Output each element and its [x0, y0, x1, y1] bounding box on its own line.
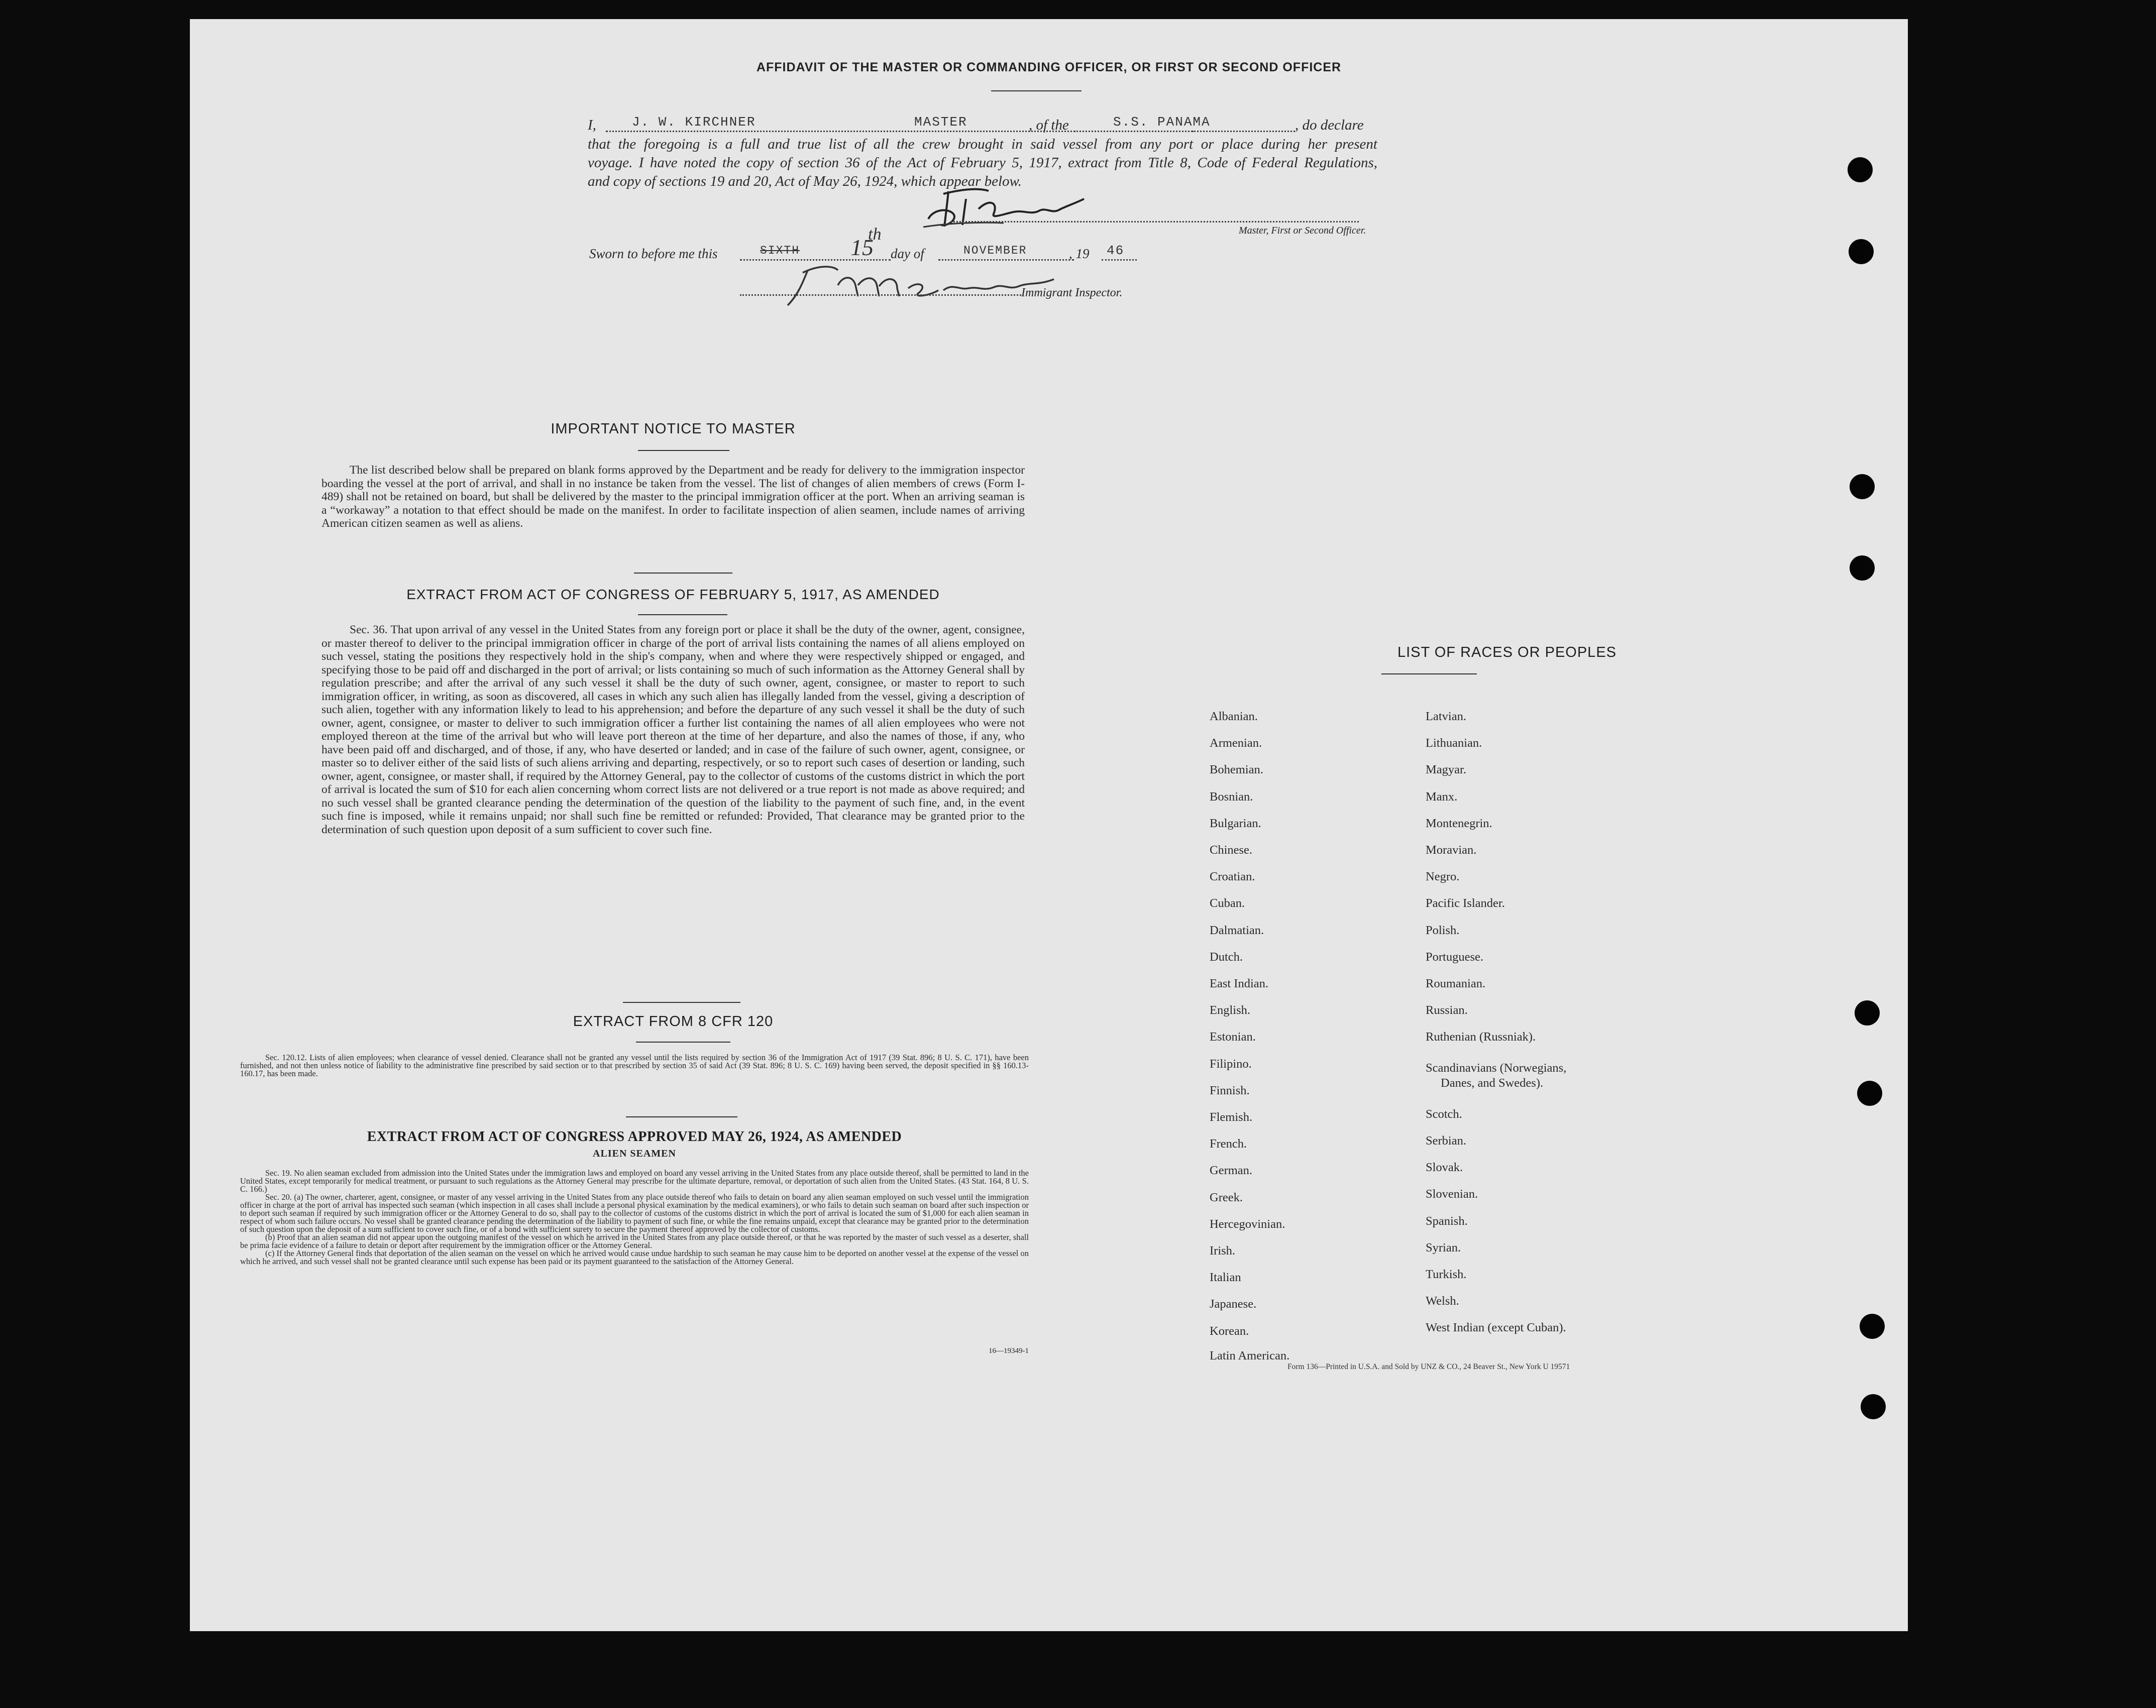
race-item: Scotch. [1426, 1107, 1462, 1121]
race-item: Portuguese. [1426, 950, 1483, 964]
race-item: Bohemian. [1210, 763, 1263, 777]
race-item: Japanese. [1210, 1297, 1257, 1311]
race-item: Korean. [1210, 1324, 1249, 1338]
race-item: Welsh. [1426, 1294, 1459, 1308]
sworn-label: Sworn to before me this [589, 246, 718, 261]
race-item: Montenegrin. [1426, 816, 1492, 830]
month-value: NOVEMBER [963, 244, 1027, 257]
vessel-value: S.S. PANAMA [1113, 115, 1211, 130]
race-item: Dalmatian. [1210, 923, 1264, 937]
sworn-day-struck: SIXTH [760, 244, 800, 257]
race-item: Filipino. [1210, 1057, 1252, 1071]
race-item: Magyar. [1426, 763, 1466, 777]
race-item: Albanian. [1210, 710, 1258, 723]
extract-1917-rule [638, 614, 727, 615]
rank-value: MASTER [914, 115, 967, 130]
notice-title: IMPORTANT NOTICE TO MASTER [551, 421, 796, 437]
race-item: Chinese. [1210, 843, 1253, 857]
extract-1917-end-rule [623, 1002, 740, 1003]
extract-cfr-text: Sec. 120.12. Lists of alien employees; when clearance of vessel denied. Clearance shall not be granted any vessel until the lists required by section 36 of the Immigration Act of 1917 (39 Stat. 896; 8 U. S. C. 171), have been furnished, and not then unless notice of liability to the administrative fine prescribed by said section or to that prescribed by section 35 of said Act (39 Stat. 896; 8 U. S. C. 169) having been served, the deposit specified in §§ 160.13-160.17, has been made. [240, 1053, 1029, 1078]
race-item: English. [1210, 1003, 1250, 1017]
race-item: Flemish. [1210, 1110, 1253, 1124]
race-item: Dutch. [1210, 950, 1243, 964]
races-title: LIST OF RACES OR PEOPLES [1397, 644, 1617, 660]
day-of-label: day of [891, 246, 924, 261]
race-item: Spanish. [1426, 1214, 1468, 1228]
extract-cfr-end-rule [626, 1116, 737, 1117]
extract-1917-title: EXTRACT FROM ACT OF CONGRESS OF FEBRUARY 5, 1917, AS AMENDED [406, 587, 940, 602]
race-item: Greek. [1210, 1190, 1243, 1204]
race-item-continuation: Danes, and Swedes). [1441, 1076, 1544, 1090]
year-prefix: , 19 [1069, 246, 1090, 261]
race-item: Cuban. [1210, 896, 1245, 910]
race-item: Slovenian. [1426, 1187, 1478, 1201]
race-item: German. [1210, 1164, 1253, 1178]
race-item: Lithuanian. [1426, 736, 1482, 750]
declaration-line-2: that the foregoing is a full and true list of all the crew brought in said vessel from any port or place during her present [588, 136, 1377, 152]
race-item: Polish. [1426, 923, 1460, 937]
inspector-signature [768, 255, 1069, 310]
extract-1924-code: 16—19349-1 [989, 1347, 1029, 1355]
affidavit-title-rule [991, 90, 1082, 91]
binder-hole-8 [1861, 1394, 1886, 1419]
race-item: Estonian. [1210, 1030, 1256, 1044]
extract-cfr-rule [636, 1042, 730, 1043]
master-signature [918, 179, 1089, 234]
extract-1924-subtitle: ALIEN SEAMEN [593, 1148, 676, 1159]
inspector-caption: Immigrant Inspector. [1021, 286, 1123, 299]
race-item: Serbian. [1426, 1134, 1466, 1148]
race-item: Roumanian. [1426, 977, 1486, 990]
race-item: Scandinavians (Norwegians, [1426, 1061, 1567, 1075]
race-item: Manx. [1426, 789, 1458, 804]
of-the-label: , of the [1029, 117, 1069, 133]
binder-hole-2 [1849, 239, 1874, 264]
extract-1917-text: Sec. 36. That upon arrival of any vessel in the United States from any foreign port or place it shall be the duty of the owner, agent, consignee, or master thereof to deliver to the principal immigration officer in charge of the port of arrival lists containing the names of all aliens employed on such vessel, stating the positions they respectively hold in the ship's company, when and where they were respectively shipped or engaged, and specifying those to be paid off and discharged in the port of arrival; or lists containing so much of such information as the Attorney General shall by regulation prescribe; and after the arrival of any such vessel it shall be the duty of such owner, agent, consignee, or master to report to such immigration officer, in writing, as soon as discovered, all cases in which any such alien has illegally landed from the vessel, giving a description of such alien, together with any information likely to lead to his apprehension; and before the departure of any such vessel it shall be the duty of such owner, agent, consignee, or master to deliver to such immigration officer a further list containing the names of all alien employees who were not employed thereon at the time of the arrival but who will leave port thereon at the time of her departure, and also the names of those, if any, who have been paid off and discharged, and of those, if any, who have deserted or landed; and in case of the failure of such owner, agent, consignee, or master so to deliver either of the said lists of such aliens arriving and departing, respectively, or so to report such cases of desertion or landing, such owner, agent, consignee, or master shall, if required by the Attorney General, pay to the collector of customs of the customs district in which the port of arrival is located the sum of $10 for each alien concerning whom correct lists are not delivered or a true report is not made as above required; and no such vessel shall be granted clearance pending the determination of the question of the liability to the payment of such fine, and, in the event such fine is imposed, while it remains unpaid; nor shall such fine be remitted or refunded: Provided, That clearance may be granted prior to the determination of such question upon deposit of a sum sufficient to cover such fine. [321, 623, 1025, 836]
declaration-line-3: voyage. I have noted the copy of section 36 of the Act of February 5, 1917, extract from Title 8, Code of Federal Regulations, [588, 155, 1377, 171]
notice-end-rule [634, 573, 732, 574]
year-line [1102, 259, 1137, 261]
race-item: Italian [1210, 1271, 1241, 1285]
race-item: Negro. [1426, 870, 1460, 884]
race-item: West Indian (except Cuban). [1426, 1321, 1566, 1335]
binder-hole-1 [1848, 157, 1873, 182]
race-item: Finnish. [1210, 1083, 1250, 1097]
year-value: 46 [1107, 243, 1125, 258]
master-name-value: J. W. KIRCHNER [632, 115, 756, 130]
race-item: Bulgarian. [1210, 816, 1261, 830]
race-item: Pacific Islander. [1426, 896, 1505, 910]
race-item: Russian. [1426, 1003, 1468, 1017]
binder-hole-7 [1860, 1314, 1885, 1339]
notice-text: The list described below shall be prepared on blank forms approved by the Department and be ready for delivery to the immigration inspector boarding the vessel at the port of arrival, and shall in no instance be taken from the vessel. The list of changes of alien members of crews (Form I-489) shall not be retained on board, but shall be delivered by the master to the principal immigration officer at the port. When an arriving seaman is a “workaway” a notation to that effect should be made on the manifest. In order to facilitate inspection of alien seamen, include names of arriving American citizen seamen as well as aliens. [321, 464, 1025, 530]
master-signature-line [951, 221, 1359, 222]
binder-hole-3 [1850, 474, 1875, 499]
binder-hole-5 [1855, 1000, 1880, 1026]
race-item: Bosnian. [1210, 789, 1253, 804]
manifest-back-page [190, 19, 1908, 1631]
race-item: Croatian. [1210, 870, 1255, 884]
race-item: Armenian. [1210, 736, 1262, 750]
inspector-signature-line [740, 294, 1021, 296]
race-item: Irish. [1210, 1244, 1236, 1258]
extract-1924-text: Sec. 19. No alien seaman excluded from admission into the United States under the immigration laws and employed on board any vessel arriving in the United States from any place outside thereof, shall be permitted to land in the United States, except temporarily for medical treatment, or pursuant to such regulations as the Attorney General may prescribe for the ultimate departure, removal, or deportation of such alien from the United States. (43 Stat. 164, 8 U. S. C. 166.) Sec. 20. (a) The owner, charterer, agent, consignee, or master of any vessel arriving in the United States from any place outside thereof who fails to detain on board any alien seaman employed on such vessel until the immigration officer in charge at the port of arrival has inspected such seaman (which inspection in all cases shall include a personal physical examination by the medical examiners), or who fails to detain such seaman on board after such inspection or to deport such seaman if required by such immigration officer or the Attorney General to do so, shall pay to the collector of customs of the customs district in which the port of arrival is located the sum of $1,000 for each alien seaman in respect of whom such failure occurs. No vessel shall be granted clearance pending the determination of the liability to payment of such fine, or while the fine remains unpaid, except that clearance may be granted prior to the determination of such question upon the deposit of a sum sufficient to cover such fine, or of a bond with sufficient surety to secure the payment thereof approved by the collector of customs. (b) Proof that an alien seaman did not appear upon the outgoing manifest of the vessel on which he arrived in the United States from any place outside thereof, or that he was reported by the master of such vessel as a deserter, shall be prima facie evidence of a failure to detain or deport after requirement by the immigration officer or the Attorney General. (c) If the Attorney General finds that deportation of the alien seaman on the vessel on which he arrived would cause undue hardship to such seaman he may cause him to be deported on another vessel at the expense of the vessel on which he arrived, and such vessel shall not be granted clearance until such expense has been paid or its payment guaranteed to the satisfaction of the Attorney General. [240, 1168, 1029, 1266]
race-item: Ruthenian (Russniak). [1426, 1030, 1536, 1044]
race-item: East Indian. [1210, 977, 1269, 990]
vessel-line [1074, 131, 1295, 132]
declaration-line-4: and copy of sections 19 and 20, Act of May 26, 1924, which appear below. [588, 173, 1022, 189]
race-item: Turkish. [1426, 1268, 1467, 1281]
race-item: Slovak. [1426, 1161, 1463, 1175]
race-item: French. [1210, 1137, 1247, 1151]
race-item: Latin American. [1210, 1348, 1290, 1362]
form-footer: Form 136—Printed in U.S.A. and Sold by UNZ & CO., 24 Beaver St., New York U 19571 [1287, 1362, 1570, 1371]
declare-i: I, [588, 117, 596, 133]
race-item: Latvian. [1426, 710, 1466, 723]
master-signature-caption: Master, First or Second Officer. [1239, 225, 1366, 236]
notice-title-rule [638, 450, 729, 451]
race-item: Syrian. [1426, 1240, 1461, 1255]
affidavit-title: AFFIDAVIT OF THE MASTER OR COMMANDING OFFICER, OR FIRST OR SECOND OFFICER [756, 60, 1342, 74]
races-title-rule [1381, 673, 1477, 674]
race-item: Hercegovinian. [1210, 1217, 1285, 1231]
sworn-day-suffix: th [868, 225, 882, 244]
sworn-day-handwritten: 15 [850, 235, 874, 260]
race-item: Moravian. [1426, 843, 1477, 857]
extract-cfr-title: EXTRACT FROM 8 CFR 120 [573, 1013, 774, 1030]
binder-hole-4 [1850, 555, 1875, 581]
extract-1924-title: EXTRACT FROM ACT OF CONGRESS APPROVED MAY 26, 1924, AS AMENDED [367, 1129, 902, 1145]
binder-hole-6 [1857, 1081, 1882, 1106]
do-declare-label: , do declare [1295, 117, 1364, 133]
